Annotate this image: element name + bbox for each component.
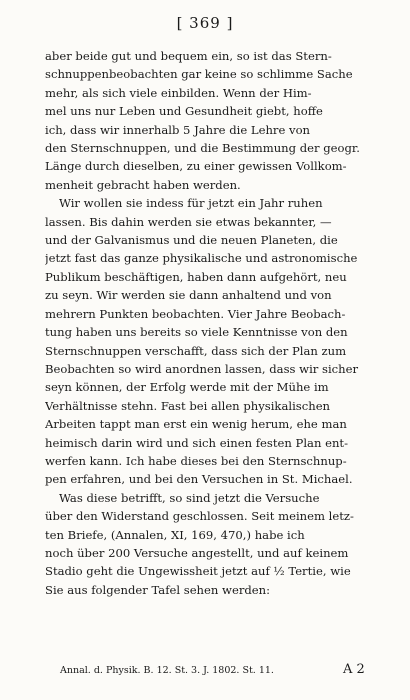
text-line: Stadio geht die Ungewissheit jetzt auf ½ Tertie, wie xyxy=(45,564,351,579)
text-line: Beobachten so wird anordnen lassen, dass wir sicher xyxy=(45,361,359,376)
text-line: ich, dass wir innerhalb 5 Jahre die Lehre von xyxy=(45,122,311,137)
page-footer xyxy=(60,662,390,677)
text-line: ten Briefe, (Annalen, XI, 169, 470,) habe ich xyxy=(45,527,305,542)
text-line: Publikum beschäftigen, haben dann aufgehört, neu xyxy=(45,269,347,284)
signature-mark: A 2 xyxy=(343,662,365,677)
text-line: Sie aus folgender Tafel sehen werden: xyxy=(45,582,271,597)
text-line: über den Widerstand geschlossen. Seit meinem letz- xyxy=(45,509,354,524)
text-line: pen erfahren, und bei den Versuchen in St. Michael. xyxy=(45,472,353,487)
text-line: aber beide gut und bequem ein, so ist das Stern- xyxy=(45,49,332,63)
text-line: Wir wollen sie indess für jetzt ein Jahr ruhen xyxy=(59,196,323,211)
citation: Annal. d. Physik. B. 12. St. 3. J. 1802. St. 11. xyxy=(60,665,274,676)
text-line: Verhältnisse stehn. Fast bei allen physikalischen xyxy=(45,398,331,413)
text-line: mehrern Punkten beobachten. Vier Jahre Beobach- xyxy=(45,306,346,321)
text-line: Länge durch dieselben, zu einer gewissen Vollkom- xyxy=(45,159,347,174)
text-line: noch über 200 Versuche angestellt, und auf keinem xyxy=(45,545,349,560)
text-line: heimisch darin wird und sich einen festen Plan ent- xyxy=(45,435,348,450)
text-line: schnuppenbeobachten gar keine so schlimme Sache xyxy=(45,67,353,82)
text-line: Was diese betrifft, so sind jetzt die Versuche xyxy=(59,490,320,505)
text-line: den Sternschnuppen, und die Bestimmung der geogr. xyxy=(45,141,360,156)
text-line: tung haben uns bereits so viele Kenntnisse von den xyxy=(45,325,348,340)
text-line: werfen kann. Ich habe dieses bei den Sternschnup- xyxy=(45,453,347,468)
page-number: [ 369 ] xyxy=(176,14,234,32)
text-line: mel uns nur Leben und Gesundheit giebt, hoffe xyxy=(45,104,323,119)
text-line: und der Galvanismus und die neuen Planeten, die xyxy=(45,233,338,248)
text-line: zu seyn. Wir werden sie dann anhaltend und von xyxy=(45,288,332,303)
text-line: Sternschnuppen verschafft, dass sich der Plan zum xyxy=(45,343,347,358)
text-line: jetzt fast das ganze physikalische und astronomische xyxy=(45,251,358,266)
body-text xyxy=(45,47,375,599)
text-line: menheit gebracht haben werden. xyxy=(45,177,241,192)
text-line: lassen. Bis dahin werden sie etwas bekannter, — xyxy=(45,214,332,229)
text-line: seyn können, der Erfolg werde mit der Mühe im xyxy=(45,380,329,395)
text-line: mehr, als sich viele einbilden. Wenn der Him- xyxy=(45,85,312,100)
text-line: Arbeiten tappt man erst ein wenig herum, ehe man xyxy=(45,417,347,432)
